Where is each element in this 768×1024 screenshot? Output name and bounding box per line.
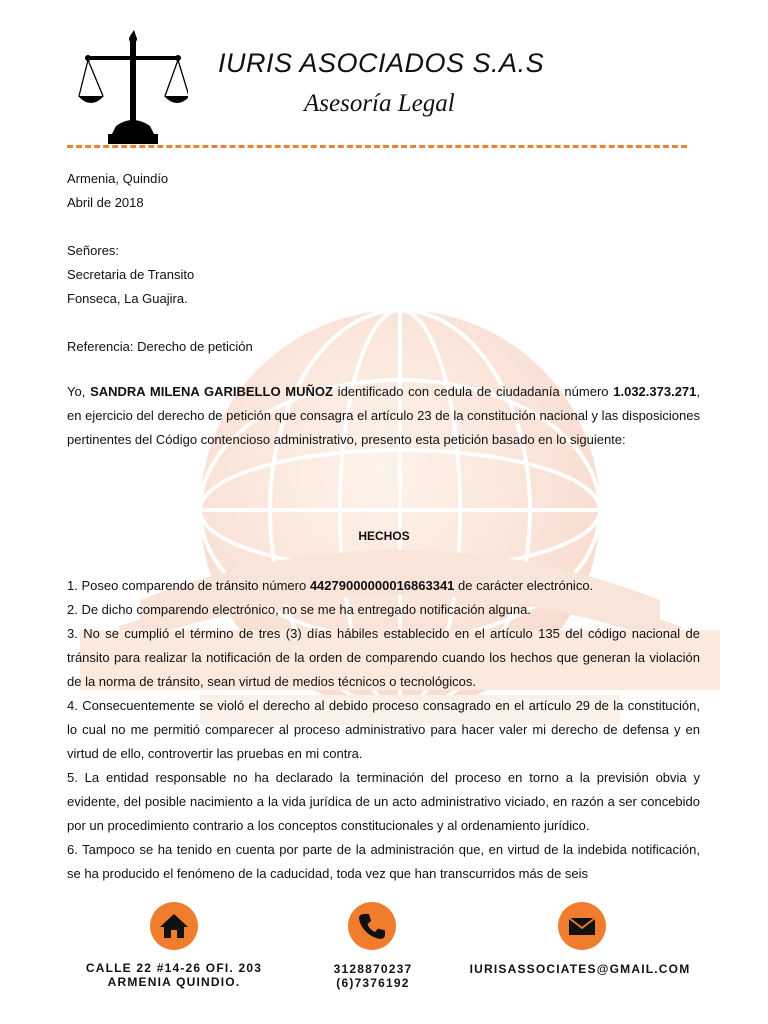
phone-line-1: 3128870237	[333, 962, 413, 976]
address-line-2: ARMENIA QUINDIO.	[107, 975, 241, 989]
recipient-organization: Secretaria de Transito	[67, 267, 195, 282]
section-heading-hechos: HECHOS	[358, 529, 410, 543]
phone-icon	[348, 902, 396, 950]
letter-date: Abril de 2018	[67, 195, 144, 210]
letter-city: Armenia, Quindío	[67, 171, 169, 186]
fact-item-6: 6. Tampoco se ha tenido en cuenta por parte de la administración que, en virtud de la indebida notificación, se ha producido el fenómeno de la caducidad, toda vez que han transcurridos más de seis	[67, 842, 700, 881]
phone-line-2: (6)7376192	[336, 976, 410, 990]
fact-item-1	[67, 574, 700, 598]
intro-prefix: Yo,	[67, 384, 91, 399]
citation-number: 44279000000016863341	[309, 578, 455, 593]
scales-of-justice-icon	[78, 30, 188, 148]
intro-paragraph	[67, 380, 700, 452]
home-icon	[150, 902, 198, 950]
fact-1-prefix: 1. Poseo comparendo de tránsito número	[67, 578, 310, 593]
address-line-1: CALLE 22 #14-26 OFI. 203	[85, 961, 263, 975]
fact-1-suffix: de carácter electrónico.	[454, 578, 594, 593]
footer-address	[70, 961, 278, 989]
petitioner-name: SANDRA MILENA GARIBELLO MUÑOZ	[90, 384, 333, 399]
intro-mid: identificado con cedula de ciudadanía número	[332, 384, 614, 399]
fact-item-3: 3. No se cumplió el término de tres (3) días hábiles establecido en el artículo 135 del código nacional de tránsito para realizar la notificación de la orden de comparendo cuando los hechos que generan la violación de la norma de tránsito, sean virtud de medios técnicos o tecnológicos.	[67, 626, 700, 689]
recipient-location: Fonseca, La Guajira.	[67, 291, 188, 306]
fact-item-4: 4. Consecuentemente se violó el derecho al debido proceso consagrado en el artículo 29 de la constitución, lo cual no me permitió comparecer al proceso administrativo para hacer valer mi derecho de defensa y en virtud de ello, controvertir las pruebas en mi contra.	[67, 698, 700, 761]
salutation: Señores:	[67, 243, 120, 258]
fact-item-2: 2. De dicho comparendo electrónico, no se me ha entregado notificación alguna.	[67, 602, 531, 617]
footer-phones	[318, 962, 428, 990]
firm-subtitle: Asesoría Legal	[304, 90, 455, 117]
footer-email: IURISASSOCIATES@GMAIL.COM	[469, 962, 691, 976]
reference-line: Referencia: Derecho de petición	[67, 339, 253, 354]
intro-rest: , en ejercicio del derecho de petición que consagra el artículo 23 de la constitución nacional y las disposiciones pertinentes del Código contencioso administrativo, presento esta petición basado en lo siguiente:	[67, 384, 701, 447]
firm-name: IURIS ASOCIADOS S.A.S	[218, 48, 545, 78]
header-divider	[67, 145, 687, 148]
fact-item-5: 5. La entidad responsable no ha declarado la terminación del proceso en torno a la previsión obvia y evidente, del posible nacimiento a la vida jurídica de un acto administrativo viciado, en razón a ser concebido por un procedimiento contrario a los conceptos constitucionales y al ordenamiento jurídico.	[67, 770, 700, 833]
envelope-icon	[558, 902, 606, 950]
id-number: 1.032.373.271	[613, 384, 697, 399]
